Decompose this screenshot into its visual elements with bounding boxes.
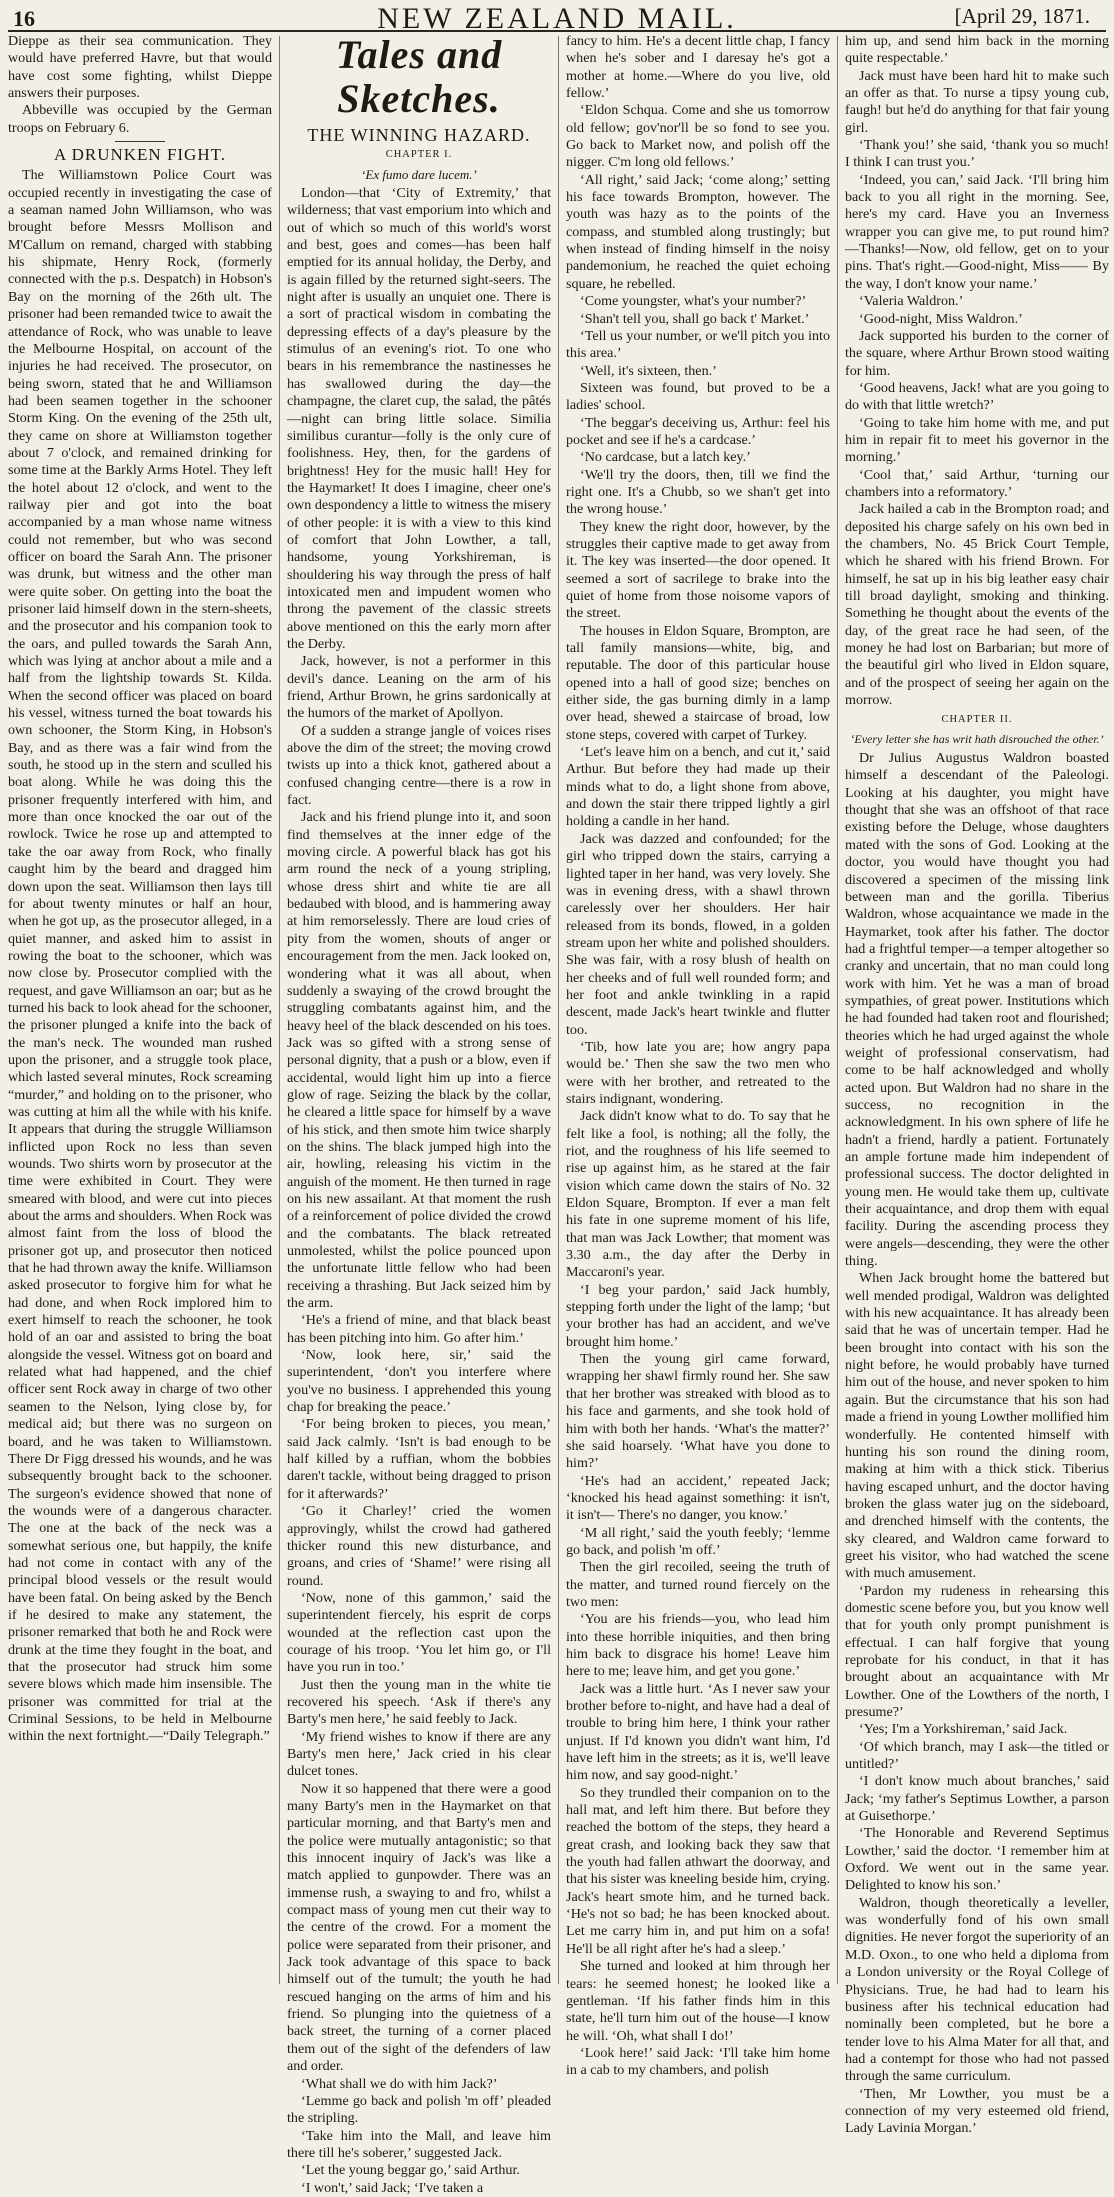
paragraph: ‘Cool that,’ said Arthur, ‘turning our chambers into a reformatory.’ — [845, 466, 1109, 500]
column-3 — [566, 33, 830, 2079]
paragraph: London—that ‘City of Extremity,’ that wilderness; that vast emporium into which and out of which so much of this world's worst and best, goes and comes—has been half emptied for its annual holiday, the Derby, and is again filled by the returned sight-seers. The night after is usually an unquiet one. There is a sort of practical wisdom in combating the depressing effects of a day's pleasure by the stimulus of an evening's riot. To one who bears in his remembrance the nastinesses he has swallowed during the day—the champagne, the claret cup, the salad, the pâtés—night can bring little solace. Similia similibus curantur—folly is the only cure of foolishness. Hey, then, for the gardens of brightness! Hey for the music hall! Hey for the Haymarket! It does I imagine, cheer one's own despondency a little to witness the misery of other people: it is with a view to this kind of comfort that John Lowther, a tall, handsome, young Yorkshireman, is shouldering his way through the press of half intoxicated men and impudent women who throng the pavement of the classic streets above mentioned on this the early morn after the Derby. — [287, 185, 551, 652]
paragraph: him up, and send him back in the morning quite respectable.’ — [845, 33, 1109, 67]
paragraph: ‘I don't know much about branches,’ said Jack; ‘my father's Septimus Lowther, a parson at Guisethorpe.’ — [845, 1773, 1109, 1825]
paragraph: ‘We'll try the doors, then, till we find the right one. It's a Chubb, so we shan't get into the wrong house.’ — [566, 466, 830, 518]
paragraph: ‘Of which branch, may I ask—the titled or untitled?’ — [845, 1738, 1109, 1773]
paragraph: ‘The beggar's deceiving us, Arthur: feel his pocket and see if he's a cardcase.’ — [566, 414, 830, 448]
paragraph: Jack didn't know what to do. To say that he felt like a fool, is nothing; all the folly, the riot, and the roughness of his life seemed to rise up against him, as he stared at the fair vision which came down the stairs of No. 32 Eldon Square, Brompton. If ever a man felt his fate in one supreme moment of his life, that man was Jack Lowther; that moment was 3.30 a.m., the day after the Derby in Maccaroni's year. — [566, 1108, 830, 1281]
page-number: 16 — [13, 6, 35, 31]
paragraph: ‘The Honorable and Reverend Septimus Lowther,’ said the doctor. ‘I remember him at Oxford. We went out in the same year. Delighted to know his son.’ — [845, 1825, 1109, 1894]
paragraph: ‘What shall we do with him Jack?’ — [301, 2075, 498, 2092]
paragraph: ‘Yes; I'm a Yorkshireman,’ said Jack. — [859, 1721, 1068, 1738]
paragraph: ‘M all right,’ said the youth feebly; ‘lemme go back, and polish 'm off.’ — [566, 1524, 830, 1558]
paragraph: Dieppe as their sea communication. They would have preferred Havre, but that would have cost some fighting, whilst Dieppe answers their purposes. — [8, 33, 272, 102]
paragraph: ‘No cardcase, but a latch key.’ — [580, 449, 751, 466]
paragraph: ‘Well, it's sixteen, then.’ — [580, 362, 717, 379]
header-rule — [8, 30, 1106, 32]
paragraph: ‘He's a friend of mine, and that black beast has been pitching into him. Go after him.’ — [287, 1312, 551, 1346]
section-title: Tales and Sketches. — [335, 32, 503, 121]
chapter-heading: CHAPTER II. — [941, 714, 1013, 726]
paragraph: Waldron, though theoretically a leveller, was wonderfully fond of his own small dignities. He never forgot the superiority of an M.D. Oxon., to one who held a diploma from a London university or the Royal College of Physicians. True, he had had to learn his business after his technical education had nominally been completed, but he bore a tender love to his Alma Mater for all that, and had a contempt for those who had not passed through the same curriculum. — [845, 1894, 1109, 2085]
column-1 — [8, 33, 272, 1987]
paragraph: Abbeville was occupied by the German troops on February 6. — [8, 102, 272, 136]
paragraph: ‘Let the young beggar go,’ said Arthur. — [301, 2162, 520, 2179]
paragraph: ‘Come youngster, what's your number?’ — [580, 293, 807, 310]
paragraph: Jack and his friend plunge into it, and soon find themselves at the inner edge of the moving circle. A powerful black has got his arm round the neck of a young stripling, whose dress shirt and white tie are all bedaubed with blood, and is hammering away at him remorselessly. There are loud cries of pity from the women, shouts of anger or encouragement from the men. Jack looked on, wondering what it was all about, when suddenly a swaying of the crowd brought the struggling combatants against him, and the heavy heel of the black descended on his toes. Jack was so gifted with a strong sense of personal dignity, that a push or a blow, even if accidental, would light him up into a fierce glow of rage. Seizing the black by the collar, he cleared a little space for himself by a wave of his stick, and then smote him twice sharply on the shins. The black jumped high into the air, howling, releasing his victim in the anguish of the moment. He then turned in rage on his new assailant. At that moment the rush of a reinforcement of police divided the crowd and the combatants. The black retreated unmolested, whilst the police pounced upon the unfortunate little fellow who had been receiving a thrashing. But Jack seized him by the arm. — [287, 809, 551, 1312]
paragraph: ‘Going to take him home with me, and put him in repair fit to meet his governor in the morning.’ — [845, 414, 1109, 466]
chapter-motto: ‘Every letter she has writ hath disrouched the other.’ — [850, 731, 1104, 746]
paragraph: ‘Good-night, Miss Waldron.’ — [859, 310, 1023, 327]
chapter-motto: ‘Ex fumo dare lucem.’ — [361, 166, 477, 182]
page-header — [0, 0, 1114, 35]
paragraph: ‘Take him into the Mall, and leave him there till he's soberer,’ suggested Jack. — [287, 2127, 551, 2161]
issue-date: [April 29, 1871. — [954, 4, 1090, 28]
paragraph: She turned and looked at him through her tears: he seemed honest; he looked like a gentleman. ‘If his father finds him in this state, he'll turn him out of the house—I know he will. ‘Oh, what shall I do!’ — [566, 1958, 830, 2044]
paragraph: ‘You are his friends—you, who lead him into these horrible iniquities, and then bring him back to disgrace his home! Leave him here to me; leave him, and get you gone.’ — [566, 1611, 830, 1680]
paragraph: So they trundled their companion on to the hall mat, and left him there. But before they reached the bottom of the steps, they heard a great crash, and looking back they saw that the youth had fallen athwart the doorway, and that his sister was kneeling beside him, crying. Jack's heart smote him, and he turned back. ‘He's not so bad; he has been knocked about. Let me carry him in, and put him on a sofa! He'll be all right after he's had a sleep.’ — [566, 1784, 830, 1957]
story-title: THE WINNING HAZARD. — [307, 125, 531, 145]
paragraph: ‘Good heavens, Jack! what are you going to do with that little wretch?’ — [845, 379, 1109, 414]
paragraph: ‘My friend wishes to know if there are any Barty's men here,’ Jack cried in his clear dulcet tones. — [287, 1728, 551, 1780]
paragraph: ‘Valeria Waldron.’ — [859, 293, 964, 310]
paragraph: ‘Now, none of this gammon,’ said the superintendent fiercely, his esprit de corps wounded at the reflection cast upon the courage of his troop. ‘You let him go, or I'll have you run in too.’ — [287, 1589, 551, 1676]
paragraph: Then the girl recoiled, seeing the truth of the matter, and turned round fiercely on the two men: — [566, 1559, 830, 1610]
paragraph: Now it so happened that there were a good many Barty's men in the Haymarket on that particular morning, and that Barty's men and the police were mutually antagonistic; so that this innocent inquiry of Jack's was like a match applied to gunpowder. There was an immense rush, a swaying to and fro, whilst a compact mass of young men cut their way to the centre of the crowd. For a moment the police were separated from their prisoner, and Jack took advantage of this space to back himself out of the tumult; the youth he had rescued hanging on the arms of him and his friend. So plunging into the quietness of a back street, the turning of a corner placed them out of the sight of the defenders of law and order. — [287, 1780, 551, 2075]
masthead: NEW ZEALAND MAIL. — [377, 2, 737, 35]
paragraph: ‘I won't,’ said Jack; ‘I've taken a — [301, 2179, 484, 2196]
paragraph: ‘Lemme go back and polish 'm off’ pleaded the stripling. — [287, 2092, 551, 2127]
paragraph: ‘Let's leave him on a bench, and cut it,’ said Arthur. But before they had made up their minds what to do, a light shone from above, and down the stair there tripped lightly a girl holding a candle in her hand. — [566, 744, 830, 830]
paragraph: Sixteen was found, but proved to be a ladies' school. — [566, 379, 830, 414]
paragraph: ‘Thank you!’ she said, ‘thank you so much! I think I can trust you.’ — [845, 137, 1109, 171]
paragraph: ‘Eldon Schqua. Come and she us tomorrow old fellow; gov'nor'll be so fond to see you. Go back to Market now, and polish off the nigger. C'm long old fellows.’ — [566, 102, 830, 171]
paragraph: Dr Julius Augustus Waldron boasted himself a descendant of the Paleologi. Looking at his daughter, you might have thought that she was an offshoot of that race existing before the Deluge, whose daughters mated with the sons of God. Looking at the doctor, you would have thought you had discovered a specimen of the missing link between man and the gorilla. Tiberius Waldron, whose acquaintance we made in the Haymarket, took after his father. The doctor had a frightful temper—a temper altogether so cranky and uncertain, that no man could long work with him. Yet he was a man of broad sympathies, of great power. Institutions which he had founded had taken root and flourished; theories which he had urged against the whole weight of professional conservatism, had come to be half acknowledged and wholly acted upon. But Waldron had no share in the success, no recognition in the acknowledgment. In his own sphere of life he hadn't a friend, hardly a patient. Fortunately an ample fortune made him independent of professional success. The doctor delighted in young men. He would take them up, cultivate their acquaintance, and drop them with equal facility. During the ascending process they were angels—descending, they were the other thing. — [845, 750, 1109, 1270]
paragraph: ‘Then, Mr Lowther, you must be a connection of my very esteemed old friend, Lady Lavinia Morgan.’ — [845, 2085, 1109, 2137]
paragraph: Jack was a little hurt. ‘As I never saw your brother before to-night, and have had a deal of trouble to bring him here, I think your rather unjust. If I'd known you didn't want him, I'd have left him in the streets; as it is, we'll leave him now, and say good-night.’ — [566, 1680, 830, 1784]
article-heading: A DRUNKEN FIGHT. — [54, 145, 226, 165]
paragraph: ‘He's had an accident,’ repeated Jack; ‘knocked his head against something: it isn't, it isn't— There's no danger, you know.’ — [566, 1472, 830, 1524]
paragraph: ‘Pardon my rudeness in rehearsing this domestic scene before you, but you know well that for youth only prompt punishment is effectual. I can half forgive that young reprobate for his conduct, in that it has brought about an acquaintance with Mr Lowther. One of the Lowthers of the north, I presume?’ — [845, 1582, 1109, 1720]
column-2 — [287, 32, 551, 2196]
chapter-heading: CHAPTER I. — [385, 149, 453, 161]
paragraph: Then the young girl came forward, wrapping her shawl firmly round her. She saw that her brother was streaked with blood as to his face and garments, and she took hold of him with both her hands. ‘What's the matter?’ she said hoarsely. ‘What have you done to him?’ — [566, 1351, 830, 1472]
paragraph: When Jack brought home the battered but well mended prodigal, Waldron was delighted with his new acquaintance. It has already been said that he was of uncertain temper. Had he been brought into contact with his son the night before, he would probably have turned him out of the house, and never spoken to him again. But the circumstance that his son had made a friend in young Lowther mollified him wonderfully. He contented himself with hunting his son round the dining room, making at him with a thick stick. Tiberius having escaped unhurt, and the doctor having broken the glass water jug on the sideboard, and drenched himself with the contents, the sky cleared, and Waldron came forward to greet his visitor, who had watched the scene with much amusement. — [845, 1270, 1109, 1582]
column-divider — [837, 36, 838, 1984]
paragraph: They knew the right door, however, by the struggles their captive made to get away from it. The key was inserted—the door opened. It seemed a sort of sacrilege to brake into the quiet of home from those noisome vapors of the street. — [566, 518, 830, 622]
paragraph: Jack must have been hard hit to make such an offer as that. To nurse a tipsy young cub, faugh! but he'd do anything for that fair young girl. — [845, 67, 1109, 136]
paragraph: ‘Indeed, you can,’ said Jack. ‘I'll bring him back to you all right in the morning. See, here's my card. Have you an Inverness wrapper you can give me, to put round him?—Thanks!—Now, old fellow, get on to your pins. That's right.—Good-night, Miss—— By the way, I don't know your name.’ — [845, 171, 1109, 292]
column-divider — [558, 36, 559, 1984]
paragraph: Jack hailed a cab in the Brompton road; and deposited his charge safely on his own bed in the chambers, No. 45 Brick Court Temple, which he shared with his friend Brown. For himself, he sat up in his big leather easy chair till broad daylight, smoking and thinking. Something he thought about the events of the day, of the great race he had seen, of the money he had lost on Barbarian; but more of the beautiful girl who lived in Eldon square, and of the prospect of seeing her again on the morrow. — [845, 501, 1109, 709]
paragraph: Jack, however, is not a performer in this devil's dance. Leaning on the arm of his friend, Arthur Brown, he grins sardonically at the humors of the market of Apollyon. — [287, 653, 551, 722]
paragraph: Jack supported his burden to the corner of the square, where Arthur Brown stood waiting for him. — [845, 327, 1109, 379]
column-divider — [279, 36, 280, 1984]
paragraph: ‘Tell us your number, or we'll pitch you into this area.’ — [566, 327, 830, 362]
divider — [115, 141, 165, 142]
paragraph: ‘All right,’ said Jack; ‘come along;’ setting his face towards Brompton, however. The youth was hazy as to the points of the compass, and stumbled along trustingly; but when instead of finding himself in the noisy pandemonium, he reached the quiet echoing square, he rebelled. — [566, 171, 830, 292]
column-4 — [845, 33, 1109, 2137]
paragraph: ‘Tib, how late you are; how angry papa would be.’ Then she saw the two men who were with her brother, and retreated to the stairs indignant, wondering. — [566, 1038, 830, 1107]
article-body: The Williamstown Police Court was occupied recently in investigating the case of a seaman named John Williamson, who was brought before Messrs Mollison and M'Callum on remand, charged with stabbing his shipmate, Henry Rock, (formerly connected with the p.s. Despatch) in Hobson's Bay on the morning of the 26th ult. The prisoner had been remanded twice to await the attendance of Rock, who was unable to leave the Melbourne Hospital, on account of the injuries he had received. The prosecutor, on being sworn, stated that he and Williamson had been seamen together in the schooner Storm King. On the evening of the 25th ult, they came on shore at Williamston together about 7 o'clock, and remained drinking for some time at the Barkly Arms Hotel. They left the hotel about 12 o'clock, and went to the railway pier and got into the boat accompanied by a man whose name witness could not remember, but who was second officer on board the Sarah Ann. The prisoner was drunk, but witness and the other man were quite sober. On getting into the boat the prisoner laid himself down in the stern-sheets, and the prosecutor and his companion took to the oars, and pulled towards the Sarah Ann, which was lying at anchor about a mile and a half from the lightship towards St. Kilda. When the second officer was placed on board his vessel, witness turned the boat towards his own schooner, the Storm King, in Hobson's Bay, and as there was a fair wind from the south, he stood up in the stern and sculled his boat along. While he was doing this the prisoner frequently interfered with him, and more than once knocked the oar out of the rowlock. Twice he rose up and attempted to take the oar away from Rock, who finally caught him by the beard and dragged him down upon the seat. Williamson then lays till for about twenty minutes or half an hour, when he got up, as the prosecutor alleged, in a quiet manner, and asked him to assist in rowing the boat to the schooner, which was now close by. Prosecutor complied with the request, and gave Williamson an oar; but as he turned his back to look ahead for the schooner, the prisoner plunged a knife into the back of the man's neck. The wounded man rushed upon the prisoner, and a struggle took place, which lasted several minutes, Rock screaming “murder,” and holding on to the prisoner, who was cutting at him all the while with his knife. It appears that during the struggle Williamson inflicted upon Rock no less than seven wounds. Two shirts worn by prosecutor at the time were exhibited in Court. They were smeared with blood, and were cut into pieces about the arms and shoulders. When Rock was almost faint from the loss of blood the prisoner got up, and prosecutor then noticed that he had thrown away the knife. Williamson asked prosecutor to forgive him for what he had done, and when Rock implored him to exert himself to reach the schooner, he took hold of an oar and assisted to bring the boat alongside the vessel. Witness got on board and related what had happened, and the chief officer sent Rock away in charge of two other seamen to the Nelson, lying close by, for medical aid; but there was no surgeon on board, and he was taken to Williamstown. There Dr Figg dressed his wounds, and he was subsequently brought back to the schooner. The surgeon's evidence showed that none of the wounds were of a dangerous character. The one at the back of the neck was a somewhat serious one, but happily, the knife had not come in contact with any of the principal blood vessels or the result would have been fatal. On being asked by the Bench if he desired to make any statement, the prisoner remarked that both he and Rock were drunk at the time they fought in the boat, and that the prosecutor had struck him some severe blows which made him insensible. The prisoner was committed for trial at the Criminal Sessions, to be held in Melbourne within the next fortnight.—“Daily Telegraph.” — [8, 167, 272, 1745]
paragraph: ‘I beg your pardon,’ said Jack humbly, stepping forth under the light of the lamp; ‘but your brother has had an accident, and we've brought him home.’ — [566, 1281, 830, 1350]
paragraph: Jack was dazzed and confounded; for the girl who tripped down the stairs, carrying a lighted taper in her hand, was very lovely. She was in evening dress, with a shawl thrown carelessly over her shoulders. Her hair released from its bonds, flowed, in a golden stream upon her white and polished shoulders. She was fair, with a rosy blush of health on her cheeks and of full well rounded form; and her foot and ankle twinkling in a rapid descent, made Jack's heart twinkle and flutter too. — [566, 830, 830, 1038]
paragraph: ‘For being broken to pieces, you mean,’ said Jack calmly. ‘Isn't is bad enough to be half killed by a ruffian, whom the bobbies daren't tackle, without being dragged to prison for it afterwards?’ — [287, 1416, 551, 1502]
paragraph: The houses in Eldon Square, Brompton, are tall family mansions—white, big, and reputable. The door of this particular house opened into a hall of good size; benches on either side, the gas burning dimly in a lamp over head, shewed a staircase of broad, low stone steps, covered with carpet of Turkey. — [566, 622, 830, 743]
paragraph: ‘Now, look here, sir,’ said the superintendent, ‘don't you interfere where you've no business. I apprehended this young chap for breaking the peace.’ — [287, 1347, 551, 1416]
paragraph: ‘Look here!’ said Jack: ‘I'll take him home in a cab to my chambers, and polish — [566, 2044, 830, 2079]
paragraph: fancy to him. He's a decent little chap, I fancy when he's sober and I daresay he's got a mother at home.—Where do you live, old fellow.’ — [566, 33, 830, 102]
paragraph: ‘Shan't tell you, shall go back t' Market.’ — [580, 310, 810, 327]
paragraph: Just then the young man in the white tie recovered his speech. ‘Ask if there's any Barty's men here,’ he said feebly to Jack. — [287, 1676, 551, 1728]
paragraph: ‘Go it Charley!’ cried the women approvingly, whilst the crowd had gathered thicker round this new disturbance, and groans, and cries of ‘Shame!’ were rising all round. — [287, 1503, 551, 1589]
paragraph: Of a sudden a strange jangle of voices rises above the dim of the street; the moving crowd twists up into a thick knot, gathered about a confused changing centre—there is a row in fact. — [287, 722, 551, 809]
